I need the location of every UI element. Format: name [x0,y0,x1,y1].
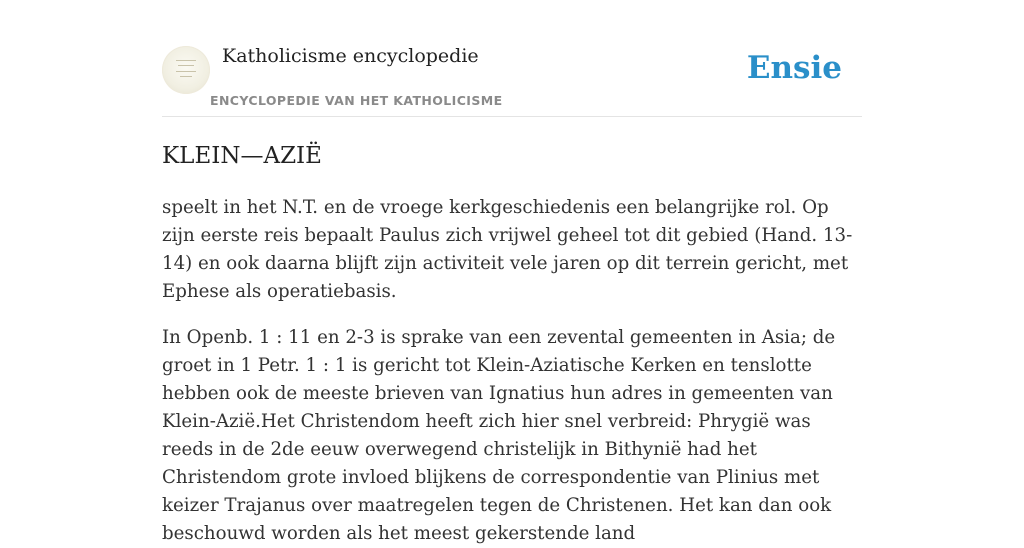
cover-line-decoration [178,65,194,66]
article-paragraph: speelt in het N.T. en de vroege kerkgeschiedenis een belangrijke rol. Op zijn eerste reis bepaalt Paulus zich vrijwel geheel tot dit gebied (Hand. 13-14) en ook daarna blijft zijn activiteit vele jaren op dit terrein gericht, met Ephese als operatiebasis. [162,197,853,302]
site-title[interactable]: Katholicisme encyclopedie [222,45,479,67]
ensie-logo-link[interactable]: Ensie [746,50,842,86]
site-header [162,0,862,117]
article-paragraph: In Openb. 1 : 11 en 2-3 is sprake van een zevental gemeenten in Asia; de groet in 1 Petr. 1 : 1 is gericht tot Klein-Aziatische Kerken en tenslotte hebben ook de meeste brieven van Ignatius hun adres in gemeenten van Klein-Azië.Het Christendom heeft zich hier snel verbreid: Phrygië was reeds in de 2de eeuw overwegend christelijk in Bithynië had het Christendom grote invloed blijkens de correspondentie van Plinius met keizer Trajanus over maatregelen tegen de Christenen. Het kan dan ook beschouwd worden als het meest gekerstende land [162,327,836,544]
cover-line-decoration [180,76,192,77]
cover-line-decoration [176,71,196,72]
content-container [162,0,862,548]
book-cover-icon[interactable] [162,46,210,94]
article-title: KLEIN—AZIË [162,143,322,169]
site-subtitle: ENCYCLOPEDIE VAN HET KATHOLICISME [210,93,503,108]
article [162,142,862,548]
cover-line-decoration [176,60,196,61]
